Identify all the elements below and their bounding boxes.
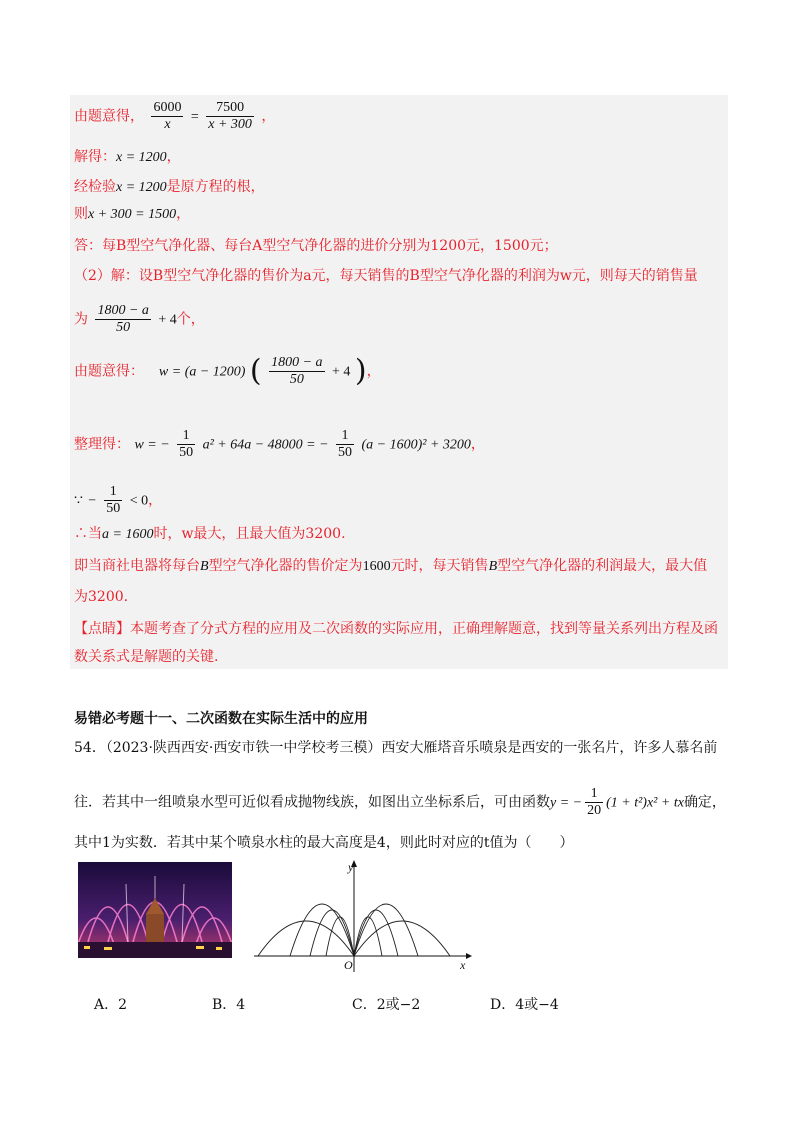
l7-suffix: 个， [176,311,205,328]
option-b[interactable]: B．4 [212,997,246,1013]
option-a[interactable]: A．2 [94,997,128,1013]
solution-line-10 [74,484,162,517]
because-symbol: ∵ [74,492,83,509]
q2-text-b: 确定， [683,794,726,811]
option-c[interactable]: C．2或−2 [352,997,421,1013]
solution-line-11 [74,525,346,544]
l12-c: 型空气净化器的售价定为 [208,558,363,574]
l4-math: x + 300 = 1500 [88,207,177,222]
fraction-1800-minus-a-over-50: $\frac{1800 - a}{50}$ [97,303,149,335]
l10-minus: − [87,493,97,509]
l2-suffix: ， [166,149,181,165]
left-paren: ( [249,353,262,389]
parabola-graph [252,858,474,974]
solution-line-13: 为3200. [74,589,129,605]
remark-line-1: 【点睛】本题考查了分式方程的应用及二次函数的实际应用，正确理解题意，找到等量关系列出方程及函 [74,621,718,637]
l9-math-b: a² + 64a − 48000 = − [202,437,329,453]
fraction-7500-over-x-plus-300: $\frac{7500}{x + 300}$ [208,100,252,132]
option-d[interactable]: D．4或−4 [490,997,559,1013]
y-axis-label: y [348,860,354,874]
solution-line-2 [74,148,181,167]
l10-suffix: ， [148,492,163,509]
l2-prefix: 解得： [74,149,116,165]
l7-prefix: 为 [74,311,88,328]
l1-prefix: 由题意得， [74,108,144,125]
l11-suffix: 时，w最大，且最大值为3200. [153,526,346,542]
l12-f: B [488,559,498,574]
equals-sign: = [190,109,199,125]
remark-line-2: 数关系式是解题的关键. [74,649,219,665]
fraction-1-over-50: $\frac{1}{50}$ [106,484,121,516]
solution-line-12 [74,557,707,576]
l7-plus-four: + 4 [158,312,177,328]
fraction-1800-minus-a-over-50: $\frac{1800 - a}{50}$ [271,355,323,387]
l9-math-c: (a − 1600)² + 3200 [361,437,471,453]
x-axis-label: x [460,958,466,972]
l11-math: a = 1600 [102,527,154,542]
l8-plus-four: + 4 [332,364,351,380]
l12-e: 元时，每天销售 [390,558,489,574]
solution-line-5: 答：每B型空气净化器、每台A型空气净化器的进价分别为1200元，1500元； [74,238,558,254]
l9-suffix: ， [470,436,485,453]
solution-line-7 [74,303,205,336]
right-paren: ) [354,353,367,389]
l12-b: B [200,559,209,574]
l11-prefix: ∴当 [74,526,102,542]
l4-prefix: 则 [74,206,88,222]
section-title: 易错必考题十一、二次函数在实际生活中的应用 [74,711,368,727]
l12-d: 1600 [362,559,391,574]
l12-a: 即当商社电器将每台 [74,558,200,574]
l12-g: 型空气净化器的利润最大，最大值 [497,558,708,574]
question-line-2 [74,786,726,819]
solution-line-8 [74,355,381,388]
q2-math-b: (1 + t²)x² + tx [606,795,684,811]
l8-prefix: 由题意得： [74,363,144,380]
question-line-3: 其中1为实数．若其中某个喷泉水柱的最大高度是4，则此时对应的t值为（ ） [74,835,574,851]
fraction-1-over-50: $\frac{1}{50}$ [179,428,194,460]
solution-line-3 [74,178,265,197]
fraction-1-over-50: $\frac{1}{50}$ [338,428,353,460]
question-line-1: 54．（2023·陕西西安·西安市铁一中学校考三模）西安大雁塔音乐喷泉是西安的一张名片，许多人慕名前 [74,740,718,756]
l9-math-a: w = − [134,437,170,453]
origin-label: O [344,958,353,972]
l4-suffix: ， [176,206,191,222]
fraction-6000-over-x: $\frac{6000}{x}$ [153,100,182,132]
solution-line-4 [74,205,190,224]
l3-suffix: 是原方程的根， [166,179,265,195]
l3-math: x = 1200 [116,180,167,195]
solution-line-6: （2）解：设B型空气净化器的售价为a元，每天销售的B型空气净化器的利润为w元，则每天的销售量 [74,268,698,284]
l10-less-than-zero: < 0 [129,493,149,509]
fountain-photo [78,862,232,958]
l1-suffix: ， [261,108,276,125]
l3-prefix: 经检验 [74,179,116,195]
fraction-1-over-20: $\frac{1}{20}$ [587,786,602,818]
solution-line-1 [74,100,275,133]
q2-math-a: y = − [550,795,583,811]
l9-prefix: 整理得： [74,436,130,453]
l8-suffix: ， [366,363,381,380]
q2-text-a: 往．若其中一组喷泉水型可近似看成抛物线族，如图出立坐标系后，可由函数 [74,794,550,811]
solution-line-9 [74,428,485,461]
l8-math: w = (a − 1200) [158,364,246,380]
l2-math: x = 1200 [116,150,167,165]
